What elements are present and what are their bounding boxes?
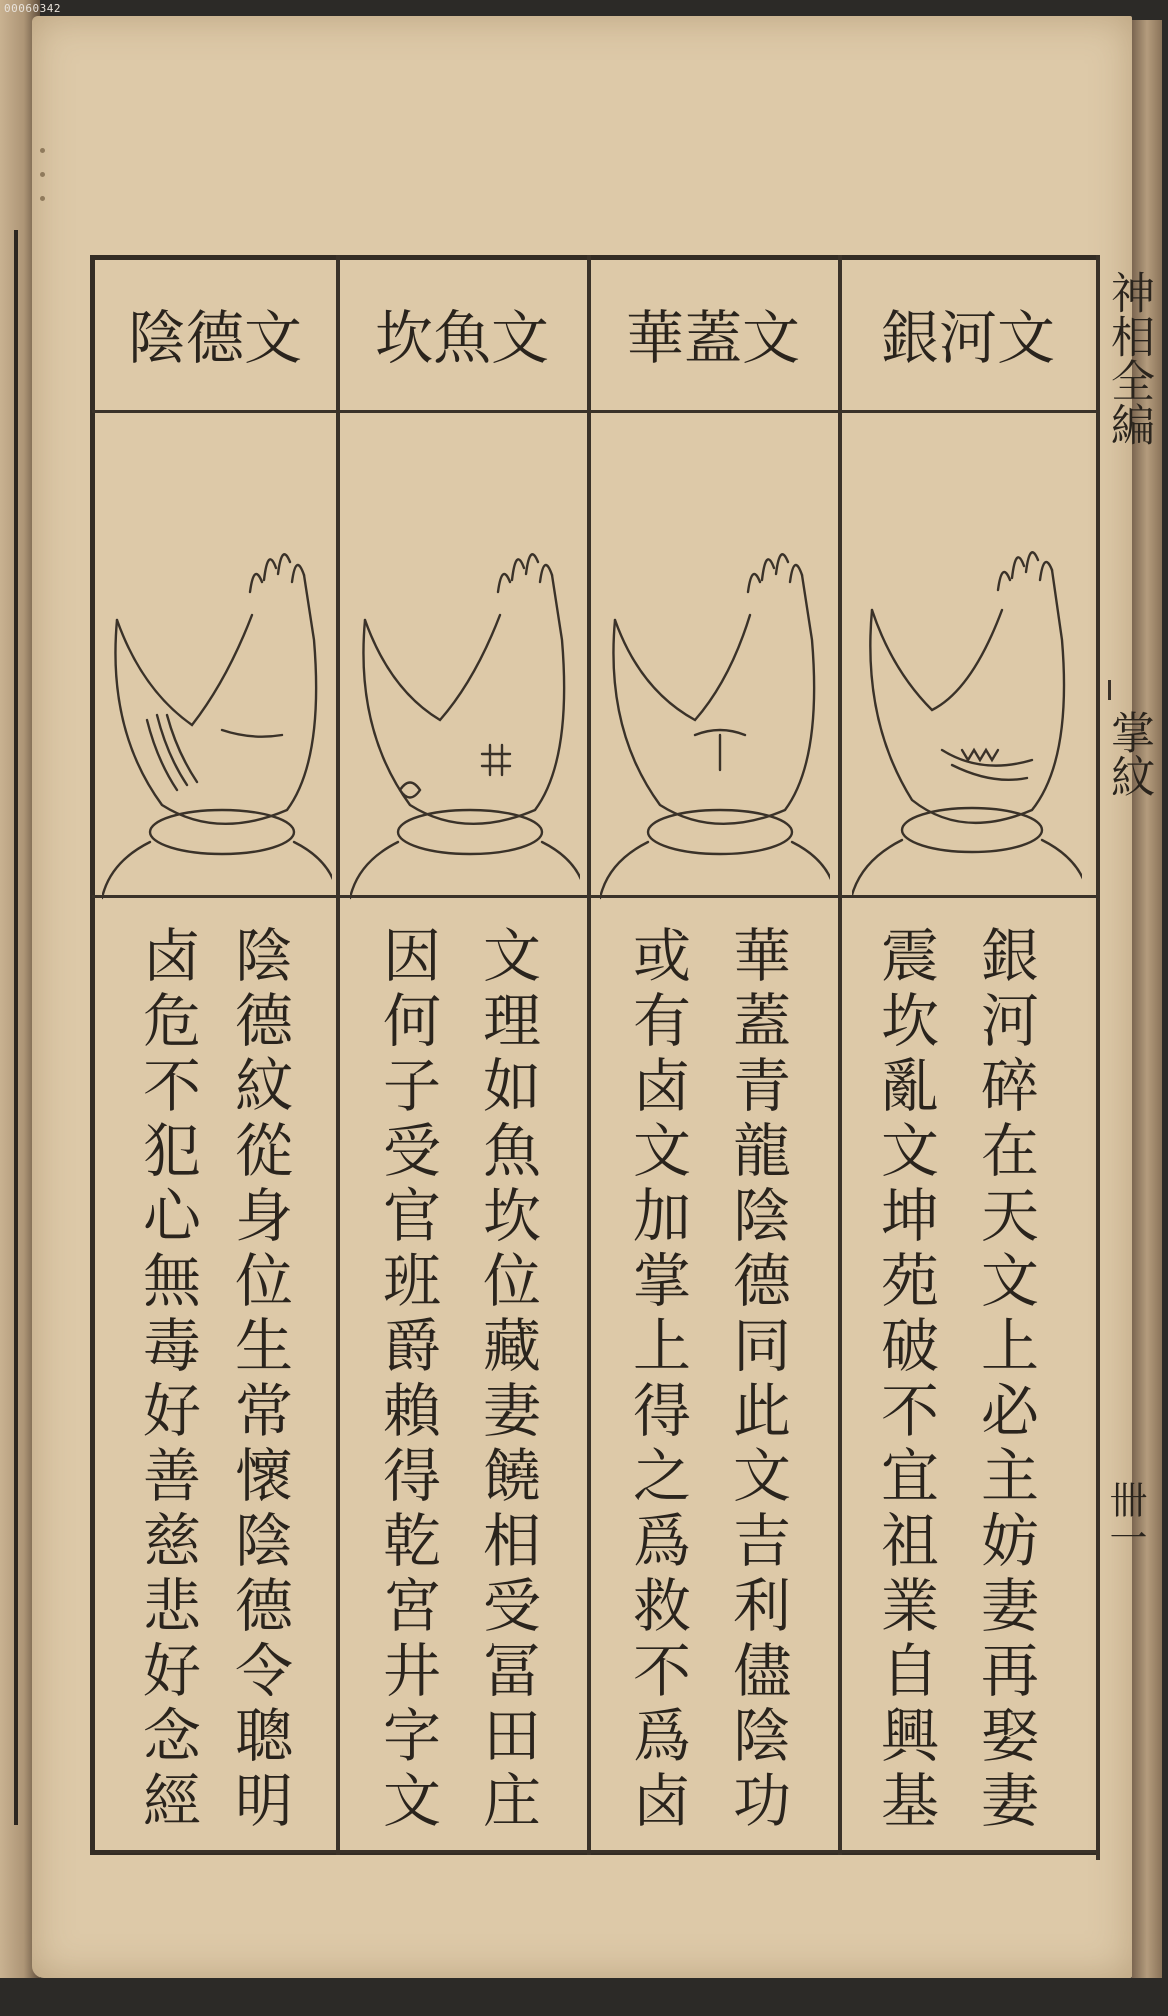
verse-line: 陰德紋從身位生常懷陰德令聰明 — [225, 925, 293, 1835]
palm-illustration-kan-fish — [350, 520, 580, 900]
palm-illustration-canopy — [600, 520, 830, 900]
verse-line: 或有卤文加掌上得之爲救不爲卤 — [623, 925, 691, 1835]
column-title — [840, 268, 1096, 408]
verse-line: 因何子受官班爵賴得乾宮井字文 — [373, 925, 441, 1835]
column-title — [95, 268, 335, 408]
column-divider — [1096, 255, 1100, 1860]
scan-id: 00060342 — [4, 2, 61, 15]
title-text: 坎魚文 — [374, 304, 549, 372]
left-page-border-rule — [14, 230, 18, 1825]
verse-line: 卤危不犯心無毒好善慈悲好念經 — [133, 925, 201, 1835]
stitch-hole — [40, 196, 45, 201]
palm-illustration-hidden-virtue — [102, 520, 332, 900]
column-title — [338, 268, 586, 408]
verse-line: 華蓋青龍陰德同此文吉利儘陰功 — [723, 925, 791, 1835]
column-divider — [587, 255, 591, 1855]
palm-illustration-silver-river — [852, 520, 1082, 900]
bottom-rule — [110, 1850, 1100, 1853]
verse-line: 震坎亂文坤苑破不宜祖業自興基 — [871, 925, 939, 1835]
title-char-1: 銀河文 — [880, 304, 1055, 372]
stitch-hole — [40, 172, 45, 177]
column-title — [589, 268, 837, 408]
stitch-hole — [40, 148, 45, 153]
column-divider — [336, 255, 340, 1855]
margin-folio: 卌一 — [1103, 1480, 1147, 1556]
title-text: 華蓋文 — [625, 304, 800, 372]
title-text: 陰德文 — [127, 304, 302, 372]
column-divider — [838, 255, 842, 1855]
verse-line: 銀河碎在天文上必主妨妻再娶妻 — [971, 925, 1039, 1835]
margin-book-title: 神相全編 — [1103, 270, 1154, 446]
margin-section: 掌紋 — [1103, 710, 1154, 798]
margin-fishtail — [1108, 680, 1111, 700]
verse-line: 文理如魚坎位藏妻饒相受冨田庄 — [473, 925, 541, 1835]
header-rule — [92, 410, 1098, 413]
